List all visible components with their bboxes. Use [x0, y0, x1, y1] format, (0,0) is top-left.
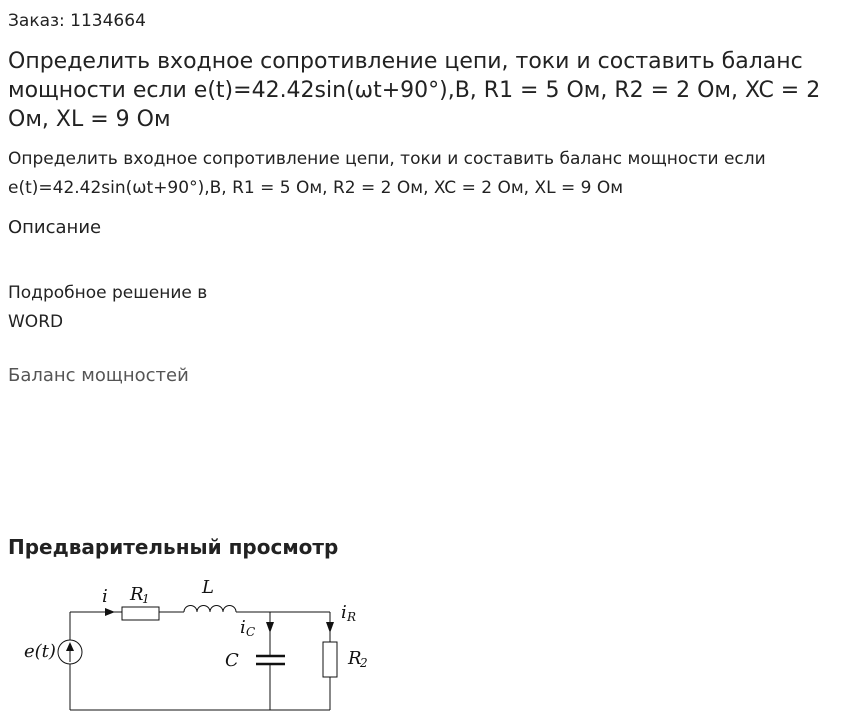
current-i-arrow — [105, 608, 115, 616]
inductor-coil — [184, 606, 236, 613]
preview-heading: Предварительный просмотр — [8, 535, 339, 559]
resistor-r1 — [122, 607, 159, 620]
description-section-label: Описание — [8, 217, 102, 238]
label-source: e(t) — [24, 641, 56, 662]
label-r2-sub: 2 — [360, 656, 368, 670]
current-ir-arrow — [326, 622, 334, 633]
source-arrow — [66, 642, 74, 651]
power-balance-link[interactable]: Баланс мощностей — [8, 365, 189, 386]
label-current-i: i — [102, 586, 108, 607]
label-current-ic-sub: C — [246, 625, 256, 639]
task-title: Определить входное сопротивление цепи, токи и составить баланс мощности если e(t)=42.42sin(ωt+90°),В, R1 = 5 Ом, R2 = 2 Ом, XC = 2 Ом, XL = 9 Ом — [8, 49, 821, 132]
label-current-ir-sub: R — [347, 610, 357, 624]
label-current-ic: i — [240, 617, 246, 638]
label-r1-sub: 1 — [142, 592, 150, 606]
label-r1: R — [130, 584, 144, 605]
circuit-diagram — [18, 570, 378, 718]
label-current-ir: i — [341, 602, 347, 623]
task-description: Определить входное сопротивление цепи, токи и составить баланс мощности если e(t)=42.42sin(ωt+90°),В, R1 = 5 Ом, R2 = 2 Ом, XC = 2 Ом, XL = 9 Ом — [8, 149, 766, 198]
order-number: Заказ: 1134664 — [8, 11, 146, 31]
label-inductor: L — [202, 577, 214, 598]
current-ic-arrow — [266, 622, 274, 633]
resistor-r2 — [323, 642, 337, 677]
label-r2: R — [348, 648, 362, 669]
label-capacitor: C — [225, 650, 239, 671]
solution-note: Подробное решение в WORD — [8, 283, 208, 332]
